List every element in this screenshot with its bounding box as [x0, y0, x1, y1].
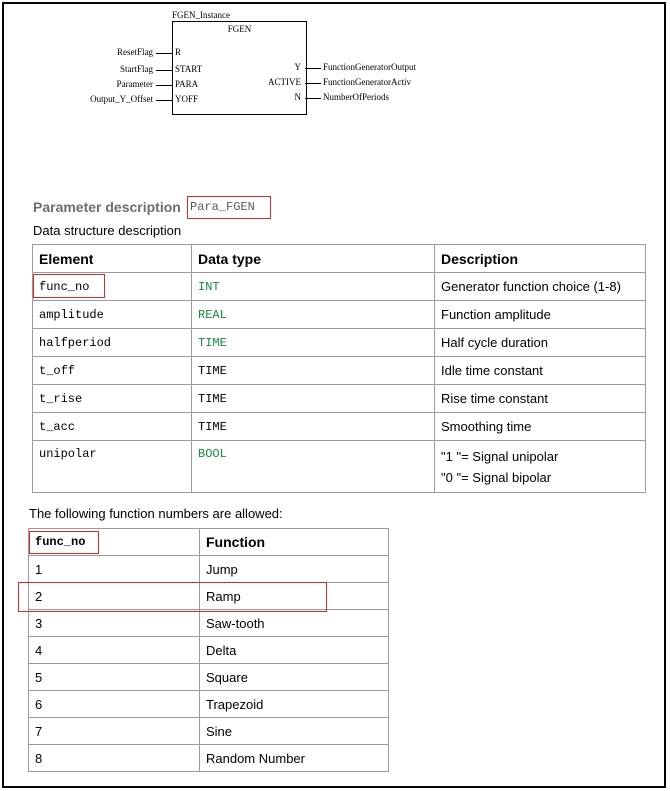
element-cell: t_off [33, 357, 192, 385]
input-pin-start: START [175, 64, 203, 74]
element-cell: unipolar [33, 441, 192, 493]
type-cell: INT [192, 273, 435, 301]
input-line [156, 70, 172, 71]
function-cell: Jump [200, 556, 389, 583]
output-line [305, 83, 321, 84]
header-function: Function [200, 529, 389, 556]
table-header-row [33, 245, 646, 273]
table-row [29, 610, 389, 637]
input-signal-offset: Output_Y_Offset [90, 94, 153, 104]
type-cell: TIME [192, 413, 435, 441]
table-row [33, 329, 646, 357]
function-cell: Random Number [200, 745, 389, 772]
section-title: Parameter description [33, 199, 181, 215]
input-line [156, 53, 172, 54]
block-type: FGEN [227, 24, 252, 34]
function-cell: Ramp [200, 583, 389, 610]
table-row [33, 441, 646, 493]
table-row [29, 745, 389, 772]
element-cell: t_acc [33, 413, 192, 441]
func-no-cell: 5 [29, 664, 200, 691]
description-cell: Rise time constant [435, 385, 646, 413]
table-row [29, 718, 389, 745]
header-func-no: func_no [29, 529, 200, 556]
description-cell: Smoothing time [435, 413, 646, 441]
output-signal-y: FunctionGeneratorOutput [323, 62, 416, 72]
output-pin-n: N [294, 92, 301, 102]
type-cell: TIME [192, 329, 435, 357]
type-cell: REAL [192, 301, 435, 329]
func-no-cell: 4 [29, 637, 200, 664]
element-cell: func_no [33, 273, 192, 301]
description-cell: Idle time constant [435, 357, 646, 385]
header-type: Data type [192, 245, 435, 273]
func-no-cell: 8 [29, 745, 200, 772]
description-cell [435, 441, 646, 493]
function-cell: Delta [200, 637, 389, 664]
table-row [33, 301, 646, 329]
functions-table [28, 528, 389, 772]
highlight-func-no [33, 274, 105, 298]
func-no-cell: 7 [29, 718, 200, 745]
table-row [33, 413, 646, 441]
input-pin-yoff: YOFF [175, 94, 199, 104]
functions-intro: The following function numbers are allowed: [29, 506, 283, 521]
input-signal-start: StartFlag [120, 64, 153, 74]
section-subtitle: Data structure description [33, 223, 182, 238]
instance-name: FGEN_Instance [172, 10, 230, 20]
table-row [29, 556, 389, 583]
input-signal-reset: ResetFlag [117, 47, 153, 57]
param-name: Para_FGEN [190, 200, 255, 214]
input-signal-parameter: Parameter [116, 79, 153, 89]
structure-table [32, 244, 646, 493]
table-row [33, 357, 646, 385]
description-line: "1 "= Signal unipolar [441, 448, 559, 464]
function-cell: Saw-tooth [200, 610, 389, 637]
func-no-cell: 6 [29, 691, 200, 718]
table-row [29, 664, 389, 691]
description-line: "0 "= Signal bipolar [441, 469, 552, 485]
table-row [33, 273, 646, 301]
type-cell: TIME [192, 357, 435, 385]
output-pin-active: ACTIVE [268, 77, 301, 87]
highlight-param [187, 196, 271, 219]
output-line [305, 98, 321, 99]
description-cell: Function amplitude [435, 301, 646, 329]
output-signal-n: NumberOfPeriods [323, 92, 389, 102]
input-line [156, 100, 172, 101]
element-cell: halfperiod [33, 329, 192, 357]
function-cell: Sine [200, 718, 389, 745]
output-pin-y: Y [294, 62, 301, 72]
description-cell: Generator function choice (1-8) [435, 273, 646, 301]
header-element: Element [33, 245, 192, 273]
highlight-ramp-row [18, 582, 327, 612]
table-row [29, 691, 389, 718]
output-line [305, 68, 321, 69]
input-pin-para: PARA [175, 79, 199, 89]
input-pin-r: R [175, 47, 182, 57]
header-description: Description [435, 245, 646, 273]
type-cell: BOOL [192, 441, 435, 493]
table-row [29, 637, 389, 664]
function-cell: Square [200, 664, 389, 691]
description-cell: Half cycle duration [435, 329, 646, 357]
func-no-cell: 2 [29, 583, 200, 610]
element-cell: t_rise [33, 385, 192, 413]
func-no-cell: 1 [29, 556, 200, 583]
func-no-cell: 3 [29, 610, 200, 637]
function-cell: Trapezoid [200, 691, 389, 718]
table-row [33, 385, 646, 413]
highlight-func-no-header [29, 531, 99, 554]
input-line [156, 85, 172, 86]
type-cell: TIME [192, 385, 435, 413]
element-cell: amplitude [33, 301, 192, 329]
output-signal-active: FunctionGeneratorActiv [323, 77, 411, 87]
